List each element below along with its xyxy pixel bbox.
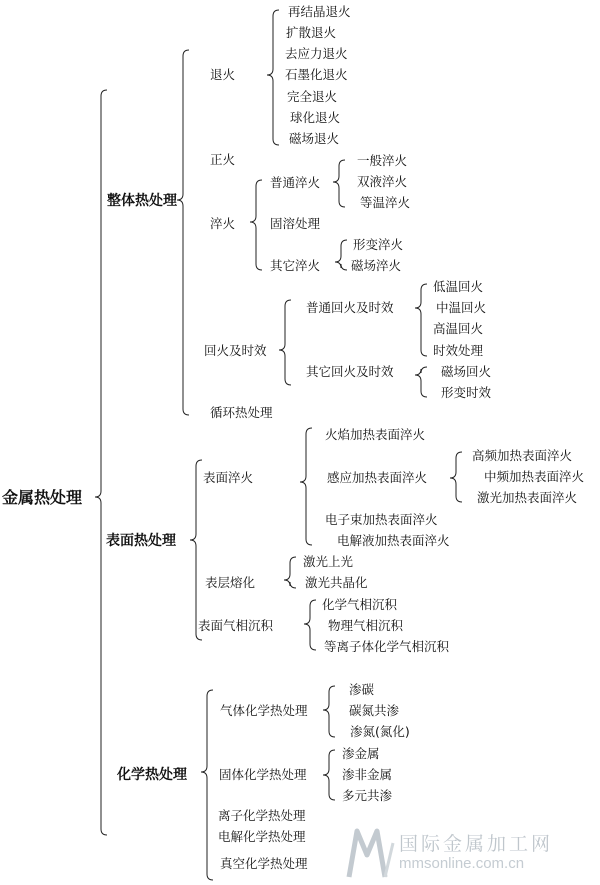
- solid-item: 渗金属: [342, 746, 380, 761]
- watermark: [345, 825, 600, 885]
- tempering-item: 时效处理: [433, 343, 484, 358]
- vapor-item: 化学气相沉积: [322, 597, 398, 612]
- solid-item: 多元共渗: [342, 788, 393, 803]
- curly-bracket: [333, 160, 345, 207]
- curly-bracket: [95, 90, 107, 835]
- surface-quenching-label: 表面淬火: [203, 470, 254, 485]
- surface-melting-label: 表层熔化: [205, 575, 256, 590]
- normal-tempering-label: 普通回火及时效: [306, 300, 394, 315]
- induction-quench-label: 感应加热表面淬火: [327, 470, 428, 485]
- annealing-item: 球化退火: [290, 110, 341, 125]
- curly-bracket: [415, 367, 427, 397]
- overall-heat-treatment-label: 整体热处理: [107, 193, 177, 209]
- curly-bracket: [323, 750, 335, 800]
- normal-quenching-label: 普通淬火: [270, 175, 321, 190]
- curly-bracket: [177, 50, 189, 415]
- m-logo-icon: [345, 825, 397, 881]
- gas-item: 渗碳: [349, 682, 375, 697]
- induction-item: 高频加热表面淬火: [472, 448, 573, 463]
- watermark-site-name: 国际金属加工网: [399, 833, 554, 855]
- curly-bracket: [415, 284, 427, 356]
- cyclic-heat-treatment-label: 循环热处理: [210, 405, 273, 420]
- gas-item: 渗氮(氮化): [350, 724, 410, 739]
- tempering-item: 形变时效: [441, 385, 492, 400]
- annealing-item: 磁场退火: [289, 131, 340, 146]
- tempering-item: 低温回火: [433, 279, 484, 294]
- surface-heat-treatment-label: 表面热处理: [106, 533, 176, 549]
- tempering-item: 中温回火: [436, 300, 487, 315]
- chemical-heat-treatment-label: 化学热处理: [117, 767, 187, 783]
- induction-item: 激光加热表面淬火: [477, 490, 578, 505]
- quench-item: 磁场淬火: [351, 258, 402, 273]
- curly-bracket: [323, 686, 335, 737]
- curly-bracket: [279, 300, 291, 385]
- curly-bracket: [284, 557, 296, 588]
- gas-chemical-label: 气体化学热处理: [220, 703, 308, 718]
- solution-treatment-label: 固溶处理: [270, 216, 321, 231]
- ion-chemical-label: 离子化学热处理: [218, 808, 306, 823]
- tempering-aging-label: 回火及时效: [204, 343, 267, 358]
- vacuum-chemical-label: 真空化学热处理: [220, 856, 308, 871]
- induction-item: 中频加热表面淬火: [484, 469, 585, 484]
- tempering-item: 高温回火: [433, 321, 484, 336]
- annealing-item: 去应力退火: [285, 46, 348, 61]
- solid-chemical-label: 固体化学热处理: [219, 767, 307, 782]
- solid-item: 渗非金属: [342, 767, 393, 782]
- curly-bracket: [450, 452, 462, 502]
- annealing-item: 扩散退火: [286, 25, 337, 40]
- curly-bracket: [300, 428, 312, 545]
- surface-quench-item: 电解液加热表面淬火: [337, 533, 450, 548]
- quench-item: 等温淬火: [360, 195, 411, 210]
- quench-item: 一般淬火: [357, 153, 408, 168]
- curly-bracket: [190, 460, 202, 640]
- quench-item: 双液淬火: [357, 174, 408, 189]
- normalizing-label: 正火: [210, 152, 236, 167]
- surface-quench-item: 电子束加热表面淬火: [325, 512, 438, 527]
- surface-vapor-deposition-label: 表面气相沉积: [198, 618, 274, 633]
- annealing-item: 完全退火: [287, 89, 338, 104]
- annealing-label: 退火: [210, 67, 236, 82]
- other-quenching-label: 其它淬火: [270, 258, 321, 273]
- melting-item: 激光上光: [303, 554, 354, 569]
- curly-bracket: [304, 600, 316, 650]
- annealing-item: 再结晶退火: [288, 4, 351, 19]
- watermark-url: mmsonline.com.cn: [399, 855, 525, 872]
- other-tempering-label: 其它回火及时效: [306, 364, 394, 379]
- electrolytic-chemical-label: 电解化学热处理: [218, 829, 306, 844]
- vapor-item: 物理气相沉积: [328, 618, 404, 633]
- curly-bracket: [250, 180, 262, 270]
- curly-bracket: [267, 10, 279, 145]
- melting-item: 激光共晶化: [305, 575, 368, 590]
- curly-bracket: [201, 690, 213, 880]
- vapor-item: 等离子体化学气相沉积: [324, 639, 450, 654]
- quenching-label: 淬火: [210, 216, 236, 231]
- tempering-item: 磁场回火: [441, 364, 492, 379]
- root-label: 金属热处理: [2, 488, 83, 507]
- curly-bracket: [335, 240, 347, 270]
- surface-quench-item: 火焰加热表面淬火: [325, 427, 426, 442]
- gas-item: 碳氮共渗: [349, 703, 400, 718]
- quench-item: 形变淬火: [353, 237, 404, 252]
- annealing-item: 石墨化退火: [285, 67, 348, 82]
